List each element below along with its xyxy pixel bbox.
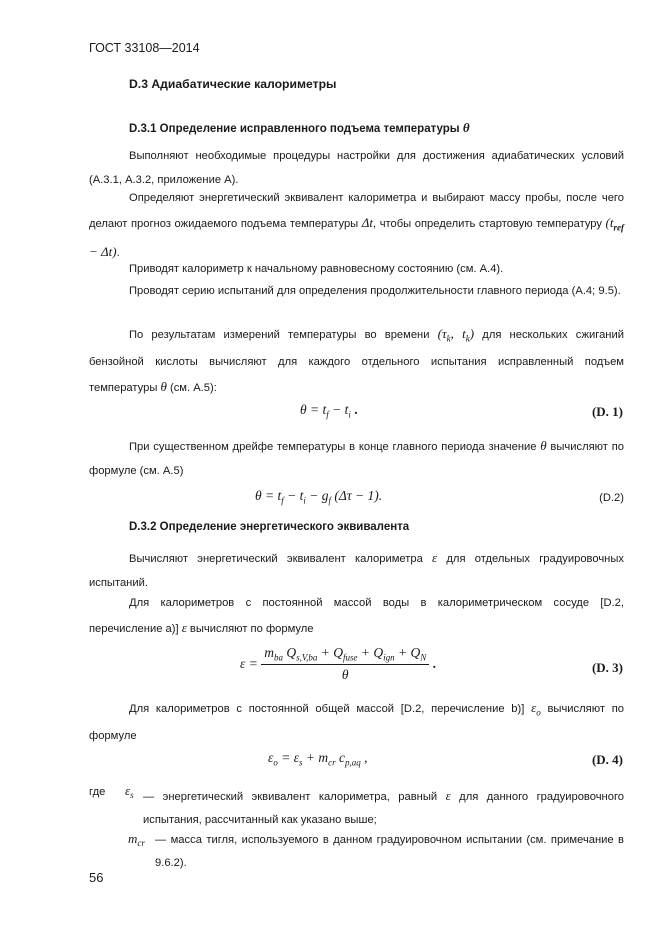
equation-number-d3: (D. 3) bbox=[591, 660, 623, 675]
paragraph-9: Для калориметров с постоянной общей массой [D.2, перечисление b)] $\varepsilon_o$ вычисляют по формуле bbox=[89, 700, 624, 743]
paragraph-2: Определяют энергетический эквивалент калориметра и выбирают массу пробы, после чего делают прогноз ожидаемого подъема температуры Δt, чтобы определить стартовую температуру $(t_{ref} - \Delta t)$. bbox=[89, 192, 624, 259]
paragraph-3: Приводят калориметр к начальному равновесному состоянию (см. А.4). bbox=[129, 263, 504, 275]
section-title: D.3 Адиабатические калориметры bbox=[129, 77, 337, 91]
equation-number-d2: (D.2) bbox=[599, 492, 624, 504]
paragraph-4: Проводят серию испытаний для определения продолжительности главного периода (А.4; 9.5). bbox=[129, 285, 621, 297]
theta-symbol: θ bbox=[462, 120, 470, 135]
paragraph-8: Для калориметров с постоянной массой воды в калориметрическом сосуде [D.2, перечисление а)] ε вычисляют по формуле bbox=[89, 597, 624, 635]
equation-d2: $\theta = t_f - t_i - g_f$ (Δτ − 1). bbox=[255, 488, 383, 506]
equation-d1: $\theta = t_f - t_i$ . bbox=[300, 402, 358, 420]
where-item-1: — энергетический эквивалент калориметра, равный ε для данного градуировочного испытания, рассчитанный как указано выше; bbox=[143, 788, 625, 826]
equation-d3: ε = $\frac{m_{ba} Q_{s,V,ba} + Q_{fuse} + Q_{ign} + Q_N}{\theta}$ . bbox=[240, 645, 437, 682]
where-label: где bbox=[89, 786, 106, 798]
subsection-title-d32: D.3.2 Определение энергетического эквивалента bbox=[129, 521, 410, 533]
paragraph-5: По результатам измерений температуры во времени ($\tau_k$, $t_k$) для нескольких сжиганий бензойной кислоты вычисляют для каждого отдельного испытания исправленный подъем температуры θ (см. А.5): bbox=[89, 326, 624, 394]
document-header: ГОСТ 33108—2014 bbox=[89, 41, 200, 55]
page-number: 56 bbox=[89, 870, 104, 885]
paragraph-1: Выполняют необходимые процедуры настройки для достижения адиабатических условий (А.3.1, А.3.2, приложение А). bbox=[89, 150, 624, 186]
where-item-2: — масса тигля, используемого в данном градуировочном испытании (см. примечание в 9.6.2). bbox=[155, 834, 624, 869]
paragraph-6: При существенном дрейфе температуры в конце главного периода значение θ вычисляют по формуле (см. А.5) bbox=[89, 438, 624, 477]
equation-d4: $\varepsilon_o = \varepsilon_s + m_{cr}$ $c_{p,aq}$ , bbox=[268, 750, 368, 768]
where-symbol-m-cr: $m_{cr}$ bbox=[128, 831, 145, 849]
subsection-title-d31 bbox=[129, 120, 470, 136]
paragraph-7: Вычисляют энергетический эквивалент калориметра ε для отдельных градуировочных испытаний. bbox=[89, 550, 624, 589]
where-symbol-eps-s: $\varepsilon_s$ bbox=[125, 783, 134, 801]
equation-number-d4: (D. 4) bbox=[591, 752, 623, 767]
equation-number-d1: (D. 1) bbox=[591, 404, 623, 419]
subsection-title-text: D.3.1 Определение исправленного подъема температуры bbox=[129, 123, 460, 135]
